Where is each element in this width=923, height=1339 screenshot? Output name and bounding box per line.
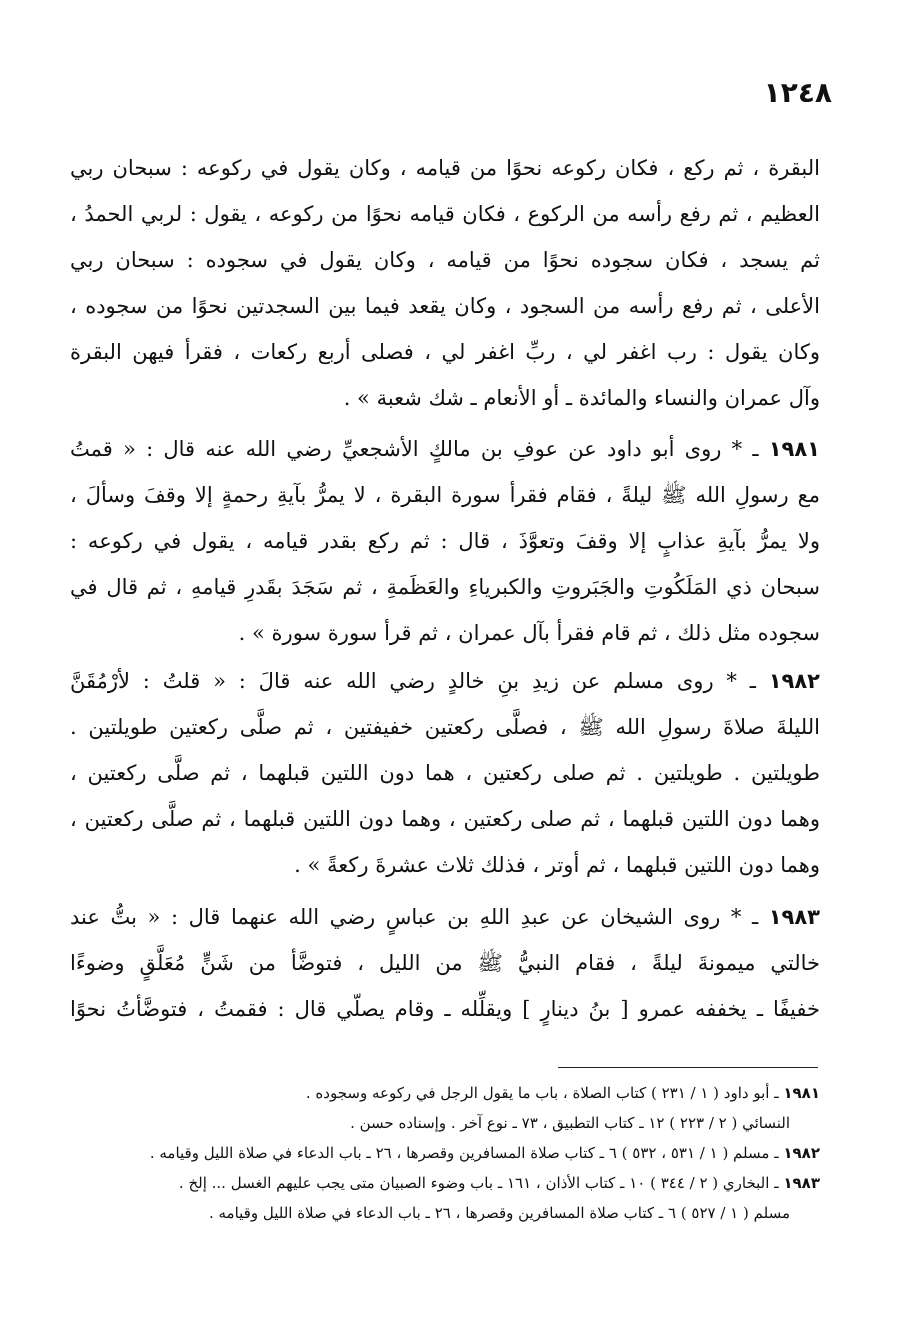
hadith-1981	[70, 426, 820, 656]
hadith-1982	[70, 658, 820, 888]
footnote-text: ـ أبو داود ( ١ / ٢٣١ ) كتاب الصلاة ، باب ما يقول الرجل في ركوعه وسجوده .	[305, 1084, 779, 1102]
text-line: وهما دون اللتين قبلهما ، ثم أوتر ، فذلك ثلاث عشرةَ ركعةً » .	[294, 853, 820, 877]
text-line: خفيفًا ـ يخففه عمرو [ بنُ دينارٍ ] ويقلِّله ـ وقام يصلّي قال : فقمتُ ، فتوضَّأتُ نحوًا	[70, 997, 820, 1021]
footnote-number: ١٩٨٣	[783, 1174, 820, 1192]
footnote-number: ١٩٨١	[783, 1084, 820, 1102]
footnote	[100, 1078, 820, 1108]
footnote-text: ـ مسلم ( ١ / ٥٣١ ، ٥٣٢ ) ٦ ـ كتاب صلاة المسافرين وقصرها ، ٢٦ ـ باب الدعاء في صلاة الليل وقيامه .	[149, 1144, 779, 1162]
hadith-first-line	[70, 658, 820, 704]
text-line: وكان يقول : رب اغفر لي ، ربِّ اغفر لي ، فصلى أربع ركعات ، فقرأ فيهن البقرة	[70, 340, 820, 364]
text-line: ـ * روى أبو داود عن عوفِ بن مالكٍ الأشجعيِّ رضي الله عنه قال : « قمتُ	[70, 437, 759, 461]
text-line: ـ * روى مسلم عن زيدِ بنِ خالدٍ رضي الله عنه قالَ : « قلتُ : لأرْمُقَنَّ	[70, 669, 756, 693]
text-line: سجوده مثل ذلك ، ثم قام فقرأ بآل عمران ، ثم قرأ سورة سورة » .	[238, 621, 820, 645]
text-line: الليلةَ صلاةَ رسولِ الله ﷺ ، فصلَّى ركعتين خفيفتين ، ثم صلَّى ركعتين طويلتين .	[70, 715, 820, 739]
text-line: سبحان ذي المَلَكُوتِ والجَبَروتِ والكبرياءِ والعَظَمةِ ، ثم سَجَدَ بقَدرِ قيامهِ ، ثم قال في	[70, 575, 820, 599]
hadith-number: ١٩٨٣	[768, 905, 820, 929]
text-line: العظيم ، ثم رفع رأسه من الركوع ، فكان قيامه نحوًا من ركوعه ، يقول : لربي الحمدُ ،	[70, 202, 820, 226]
footnote	[100, 1168, 820, 1198]
text-line: البقرة ، ثم ركع ، فكان ركوعه نحوًا من قيامه ، وكان يقول في ركوعه : سبحان ربي	[70, 156, 820, 180]
page-number: ١٢٤٨	[763, 76, 832, 109]
text-line: طويلتين . طويلتين . ثم صلى ركعتين ، هما دون اللتين قبلهما ، ثم صلَّى ركعتين ،	[70, 761, 820, 785]
text-line: وهما دون اللتين قبلهما ، ثم صلى ركعتين ، وهما دون اللتين قبلهما ، ثم صلَّى ركعتين ،	[70, 807, 820, 831]
footnote-text: النسائي ( ٢ / ٢٢٣ ) ١٢ ـ كتاب التطبيق ، ٧٣ ـ نوع آخر . وإسناده حسن .	[350, 1114, 790, 1132]
hadith-first-line	[70, 426, 820, 472]
footnote-divider	[558, 1067, 818, 1068]
text-line: ثم يسجد ، فكان سجوده نحوًا من قيامه ، وكان يقول في سجوده : سبحان ربي	[70, 248, 820, 272]
footnote	[100, 1138, 820, 1168]
hadith-number: ١٩٨٢	[768, 669, 820, 693]
text-line: ولا يمرُّ بآيةِ عذابٍ إلا وقفَ وتعوَّذَ ، قال : ثم ركع بقدر قيامه ، يقول في ركوعه :	[70, 529, 820, 553]
text-line: وآل عمران والنساء والمائدة ـ أو الأنعام ـ شك شعبة » .	[343, 386, 820, 410]
paragraph-continuation	[70, 145, 820, 421]
footnote-text: ـ البخاري ( ٢ / ٣٤٤ ) ١٠ ـ كتاب الأذان ، ١٦١ ـ باب وضوء الصبيان متى يجب عليهم الغسل ... إلخ .	[178, 1174, 779, 1192]
text-line: خالتي ميمونةَ ليلةً ، فقام النبيُّ ﷺ من الليل ، فتوضَّأ من شَنٍّ مُعَلَّقٍ وضوءًا	[70, 951, 820, 975]
hadith-first-line	[70, 894, 820, 940]
text-line: مع رسولِ الله ﷺ ليلةً ، فقام فقرأ سورة البقرة ، لا يمرُّ بآيةِ رحمةٍ إلا وقفَ وسألَ ،	[70, 483, 820, 507]
footnote-number: ١٩٨٢	[783, 1144, 820, 1162]
hadith-1983	[70, 894, 820, 1032]
footnote	[100, 1108, 820, 1138]
text-line: ـ * روى الشيخان عن عبدِ اللهِ بن عباسٍ رضي الله عنهما قال : « بتُّ عند	[70, 905, 759, 929]
hadith-number: ١٩٨١	[768, 437, 820, 461]
footnotes	[100, 1078, 820, 1228]
footnote-text: مسلم ( ١ / ٥٢٧ ) ٦ ـ كتاب صلاة المسافرين وقصرها ، ٢٦ ـ باب الدعاء في صلاة الليل وقيامه .	[208, 1204, 790, 1222]
text-line: الأعلى ، ثم رفع رأسه من السجود ، وكان يقعد فيما بين السجدتين نحوًا من سجوده ،	[70, 294, 820, 318]
footnote	[100, 1198, 820, 1228]
